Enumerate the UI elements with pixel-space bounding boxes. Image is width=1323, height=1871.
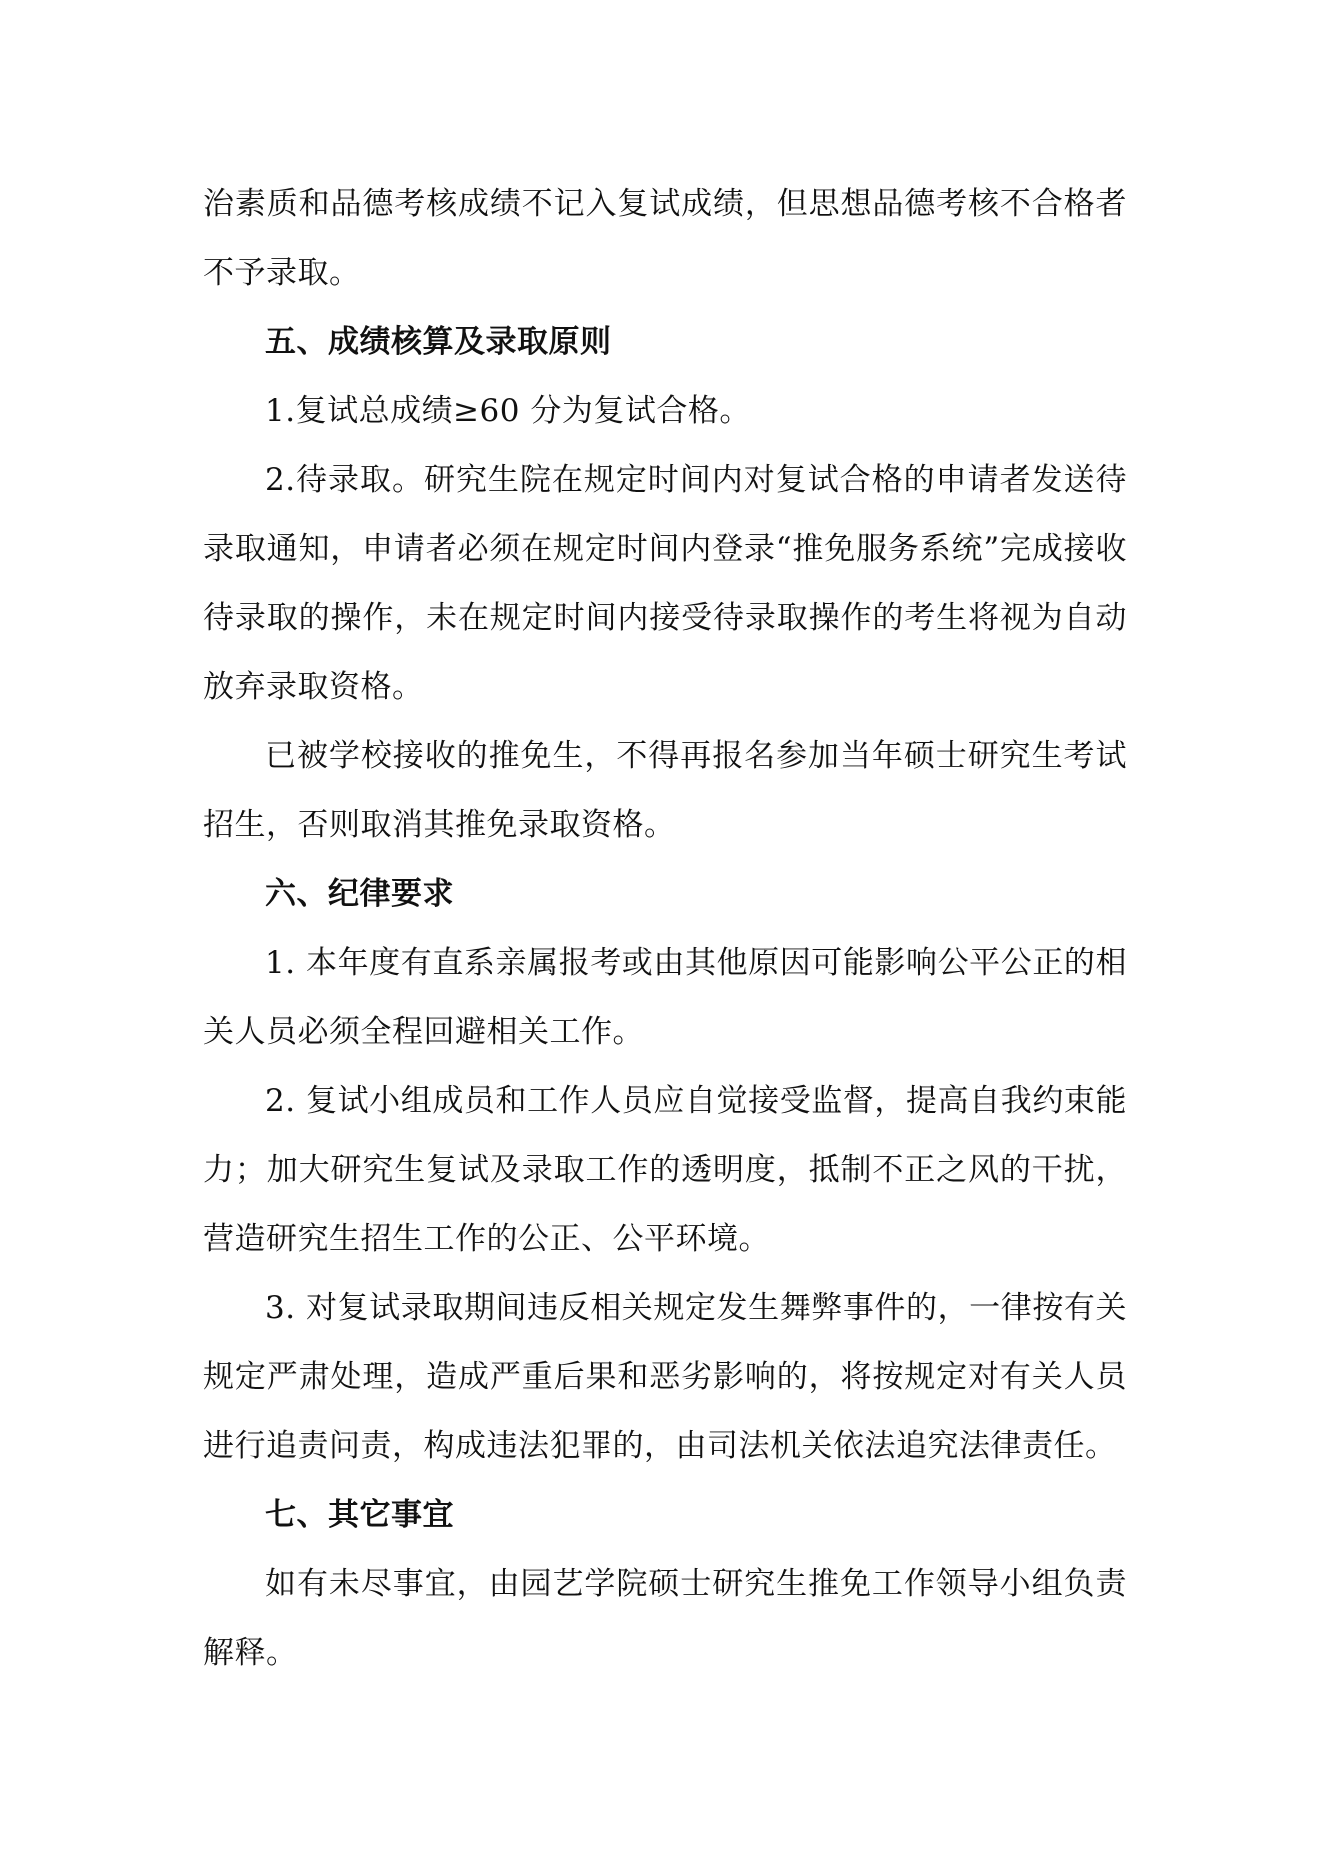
paragraph-6-3: 3. 对复试录取期间违反相关规定发生舞弊事件的，一律按有关规定严肃处理，造成严重后果和恶劣影响的，将按规定对有关人员进行追责问责，构成违法犯罪的，由司法机关依法追究法律责任。 [203,1290,1127,1464]
paragraph-7-1: 如有未尽事宜，由园艺学院硕士研究生推免工作领导小组负责解释。 [203,1566,1127,1671]
paragraph-6-2: 2. 复试小组成员和工作人员应自觉接受监督，提高自我约束能力；加大研究生复试及录取工作的透明度，抵制不正之风的干扰，营造研究生招生工作的公正、公平环境。 [203,1083,1127,1257]
section-heading-5: 五、成绩核算及录取原则 [265,324,612,360]
section-heading-6: 六、纪律要求 [265,876,454,912]
paragraph-6-1: 1. 本年度有直系亲属报考或由其他原因可能影响公平公正的相关人员必须全程回避相关工作。 [203,945,1127,1050]
paragraph-5-3: 已被学校接收的推免生，不得再报名参加当年硕士研究生考试招生，否则取消其推免录取资格。 [203,738,1127,843]
paragraph-continued: 治素质和品德考核成绩不记入复试成绩，但思想品德考核不合格者不予录取。 [203,186,1127,291]
section-heading-7: 七、其它事宜 [265,1497,454,1533]
document-body [203,170,1127,1688]
paragraph-5-1: 1.复试总成绩≥60 分为复试合格。 [265,393,751,429]
paragraph-5-2: 2.待录取。研究生院在规定时间内对复试合格的申请者发送待录取通知，申请者必须在规定时间内登录“推免服务系统”完成接收待录取的操作，未在规定时间内接受待录取操作的考生将视为自动放弃录取资格。 [203,462,1127,705]
